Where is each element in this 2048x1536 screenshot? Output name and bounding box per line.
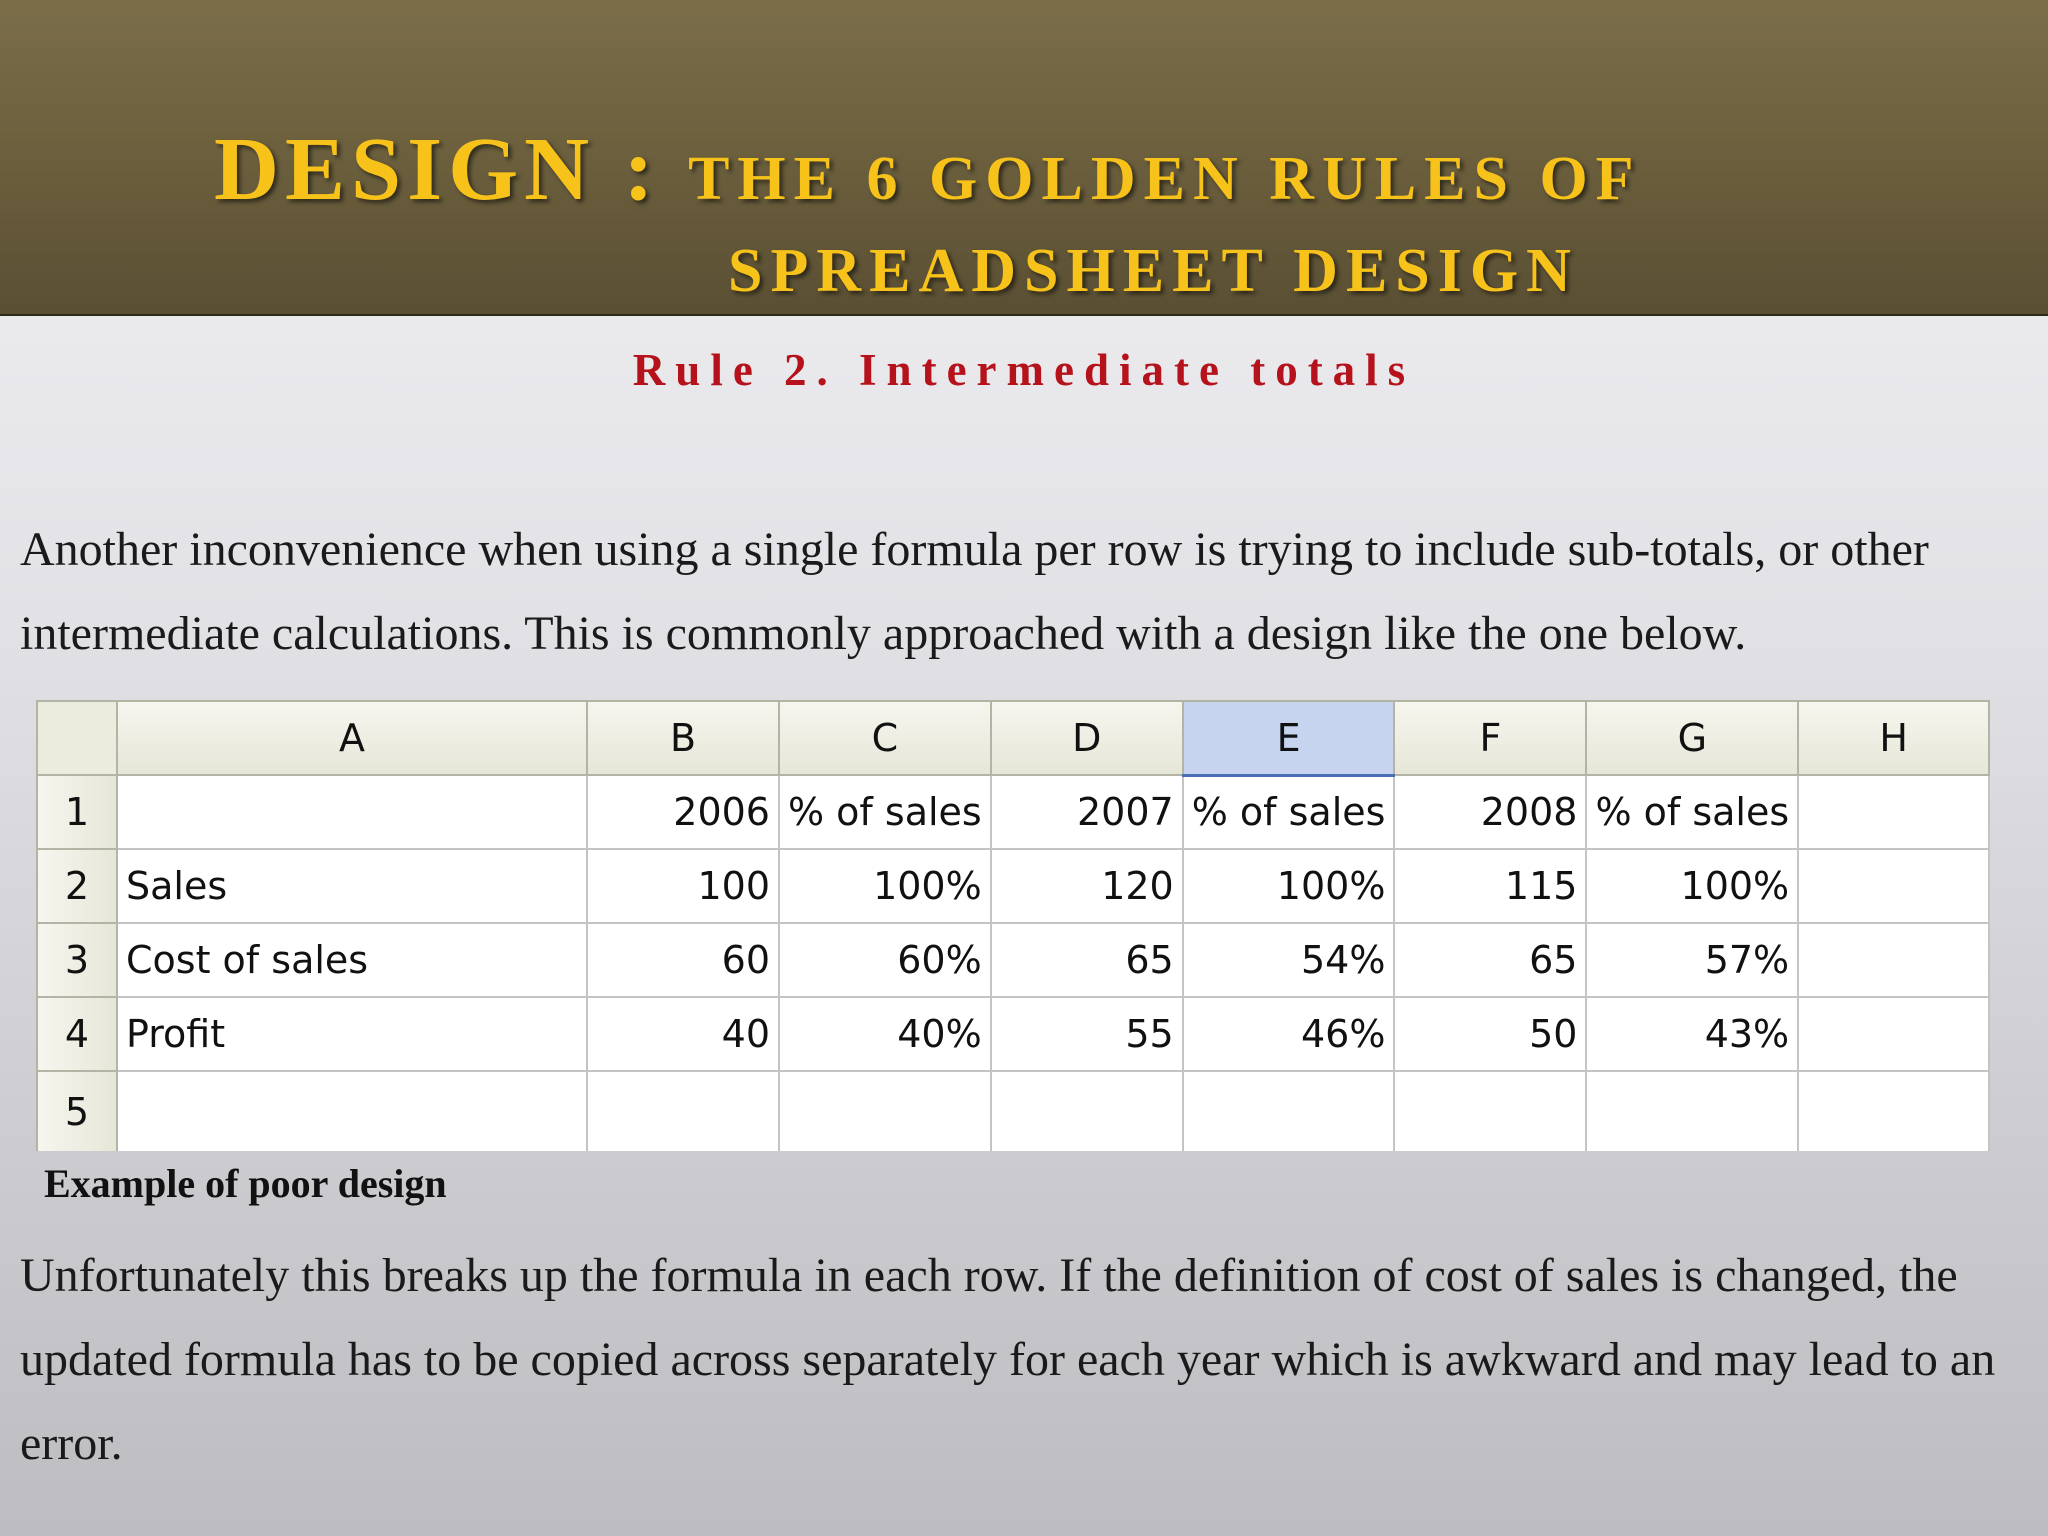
cell[interactable]: 100%	[779, 849, 991, 923]
cell[interactable]: 2008	[1394, 775, 1586, 849]
conclusion-paragraph: Unfortunately this breaks up the formula in each row. If the definition of cost of sales is changed, the updated formula has to be copied across separately for each year which is awkward and may lead to an error.	[20, 1249, 1996, 1470]
column-header-c[interactable]: C	[779, 701, 991, 775]
cell[interactable]	[779, 1071, 991, 1151]
cell[interactable]	[1798, 849, 1989, 923]
cell[interactable]: 50	[1394, 997, 1586, 1071]
column-header-g[interactable]: G	[1586, 701, 1798, 775]
table-row	[37, 775, 1989, 849]
select-all-corner[interactable]	[37, 701, 117, 775]
table-row	[37, 923, 1989, 997]
spreadsheet-table	[36, 700, 1990, 1151]
cell[interactable]: 54%	[1183, 923, 1395, 997]
table-row	[37, 997, 1989, 1071]
column-header-b[interactable]: B	[587, 701, 779, 775]
row-header[interactable]: 1	[37, 775, 117, 849]
cell[interactable]: Cost of sales	[117, 923, 587, 997]
row-header[interactable]: 3	[37, 923, 117, 997]
cell[interactable]: 46%	[1183, 997, 1395, 1071]
cell[interactable]	[1183, 1071, 1395, 1151]
row-header[interactable]: 5	[37, 1071, 117, 1151]
title-banner	[0, 0, 2048, 316]
intro-paragraph: Another inconvenience when using a single formula per row is trying to include sub-totals, or other intermediate calculations. This is commonly approached with a design like the one below.	[20, 523, 1929, 660]
cell[interactable]	[1586, 1071, 1798, 1151]
cell[interactable]: 115	[1394, 849, 1586, 923]
row-header[interactable]: 2	[37, 849, 117, 923]
slide-title-design: DESIGN :	[214, 120, 660, 219]
cell[interactable]: 120	[991, 849, 1183, 923]
cell[interactable]: 65	[991, 923, 1183, 997]
cell[interactable]: Profit	[117, 997, 587, 1071]
table-row	[37, 849, 1989, 923]
cell[interactable]: % of sales	[779, 775, 991, 849]
cell[interactable]	[1798, 923, 1989, 997]
cell[interactable]: 55	[991, 997, 1183, 1071]
cell[interactable]: 100%	[1183, 849, 1395, 923]
cell[interactable]	[1798, 997, 1989, 1071]
cell[interactable]: 65	[1394, 923, 1586, 997]
slide-title-line-2: SPREADSHEET DESIGN	[728, 237, 1579, 305]
column-header-a[interactable]: A	[117, 701, 587, 775]
cell[interactable]	[117, 1071, 587, 1151]
cell[interactable]: 40	[587, 997, 779, 1071]
cell[interactable]	[991, 1071, 1183, 1151]
slide-title-line-1	[214, 118, 1642, 221]
cell[interactable]	[1394, 1071, 1586, 1151]
cell[interactable]: Sales	[117, 849, 587, 923]
column-header-h[interactable]: H	[1798, 701, 1989, 775]
table-row	[37, 1071, 1989, 1151]
row-header[interactable]: 4	[37, 997, 117, 1071]
cell[interactable]: % of sales	[1586, 775, 1798, 849]
cell[interactable]: 2006	[587, 775, 779, 849]
cell[interactable]: 43%	[1586, 997, 1798, 1071]
cell[interactable]	[1798, 1071, 1989, 1151]
cell[interactable]	[587, 1071, 779, 1151]
cell[interactable]: 57%	[1586, 923, 1798, 997]
cell[interactable]: 2007	[991, 775, 1183, 849]
column-header-e[interactable]: E	[1183, 701, 1395, 775]
slide-title-rest: THE 6 GOLDEN RULES OF	[688, 145, 1642, 213]
cell[interactable]	[117, 775, 587, 849]
cell[interactable]: 40%	[779, 997, 991, 1071]
cell[interactable]	[1798, 775, 1989, 849]
cell[interactable]: 60%	[779, 923, 991, 997]
column-header-d[interactable]: D	[991, 701, 1183, 775]
cell[interactable]: 60	[587, 923, 779, 997]
cell[interactable]: % of sales	[1183, 775, 1395, 849]
column-header-row	[37, 701, 1989, 775]
rule-subtitle: Rule 2. Intermediate totals	[632, 345, 1416, 395]
cell[interactable]: 100	[587, 849, 779, 923]
column-header-f[interactable]: F	[1394, 701, 1586, 775]
table-caption: Example of poor design	[44, 1161, 447, 1206]
cell[interactable]: 100%	[1586, 849, 1798, 923]
